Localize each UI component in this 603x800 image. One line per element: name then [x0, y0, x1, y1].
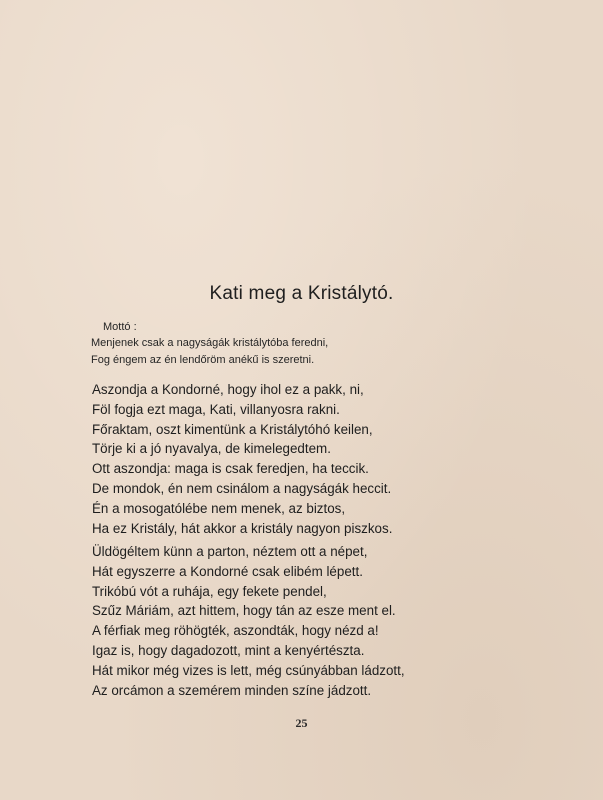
verse-line: Föl fogja ezt maga, Kati, villanyosra rakni. [92, 401, 340, 417]
verse-line: Ha ez Kristály, hát akkor a kristály nagyon piszkos. [92, 520, 393, 536]
motto [91, 335, 328, 369]
verse-line: Ott aszondja: maga is csak feredjen, ha teccik. [92, 461, 369, 477]
verse-line: Szűz Máriám, azt hittem, hogy tán az esze ment el. [92, 603, 396, 619]
stanza-2 [92, 542, 405, 700]
verse-line: Törje ki a jó nyavalya, de kimelegedtem. [92, 441, 331, 457]
verse-line: Hát egyszerre a Kondorné csak elibém lépett. [92, 563, 363, 579]
verse-line: Főraktam, oszt kimentünk a Kristálytóhó keilen, [92, 421, 373, 437]
poem-title: Kati meg a Kristálytó. [209, 283, 394, 304]
verse-line: De mondok, én nem csinálom a nagyságák heccit. [92, 480, 392, 496]
verse-line: Igaz is, hogy dagadozott, mint a kenyértészta. [92, 642, 365, 658]
stanza-1 [92, 380, 392, 538]
verse-line: Én a mosogatólébe nem menek, az biztos, [92, 500, 346, 516]
motto-label: Mottó : [103, 321, 137, 333]
verse-line: Az orcámon a szemérem minden színe jádzott. [92, 682, 372, 698]
verse-line: Aszondja a Kondorné, hogy ihol ez a pakk, ni, [92, 382, 364, 397]
verse-line: Trikóbú vót a ruhája, egy fekete pendel, [92, 583, 327, 599]
verse-line: Hát mikor még vizes is lett, még csúnyábban ládzott, [92, 662, 405, 678]
motto-line: Menjenek csak a nagyságák kristálytóba feredni, [91, 337, 329, 349]
page-number: 25 [295, 716, 308, 730]
verse-line: A férfiak meg röhögték, aszondták, hogy nézd a! [92, 623, 379, 639]
motto-line: Fog éngem az én lendőröm anékű is szeretni. [91, 354, 315, 366]
verse-line: Üldögéltem künn a parton, néztem ott a népet, [92, 544, 368, 559]
